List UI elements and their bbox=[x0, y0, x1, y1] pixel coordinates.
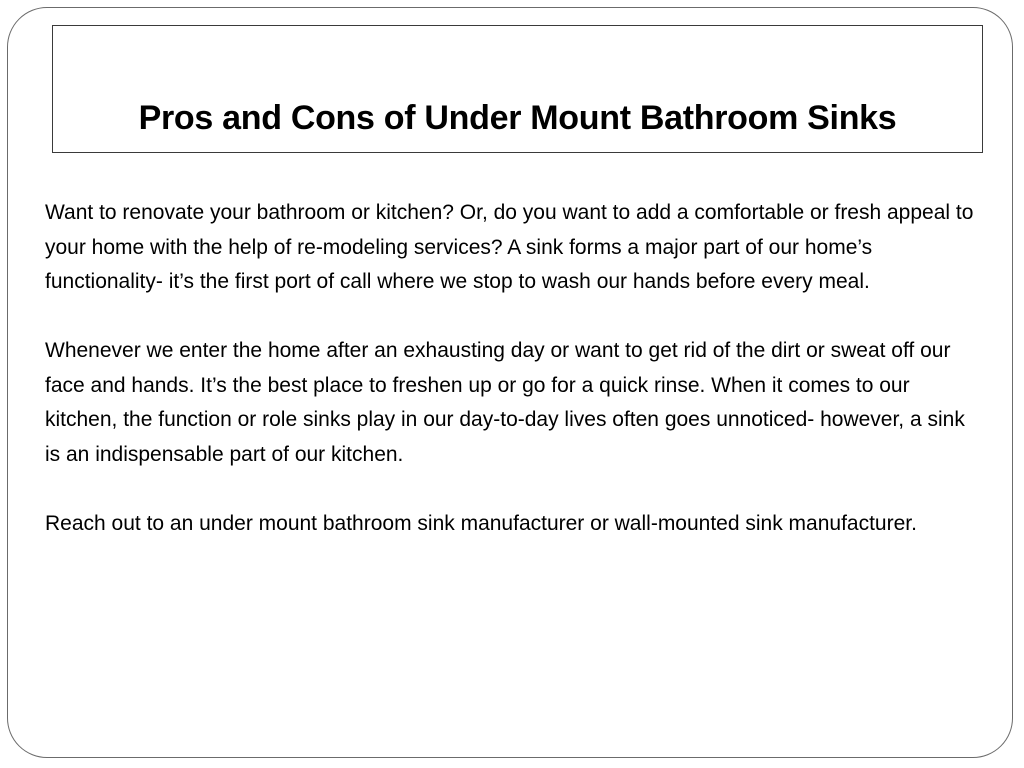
paragraph-call-to-action: Reach out to an under mount bathroom sink manufacturer or wall-mounted sink manufacturer. bbox=[45, 511, 917, 535]
title-box bbox=[52, 25, 983, 153]
paragraph-intro: Want to renovate your bathroom or kitchen? Or, do you want to add a comfortable or fresh appeal to your home with the help of re-modeling services? A sink forms a major part of our home’s functionality- it’s the first port of call where we stop to wash our hands before every meal. bbox=[45, 201, 974, 293]
slide-body bbox=[45, 196, 980, 576]
slide-title: Pros and Cons of Under Mount Bathroom Sinks bbox=[138, 99, 897, 137]
slide bbox=[7, 7, 1013, 758]
paragraph-usage: Whenever we enter the home after an exhausting day or want to get rid of the dirt or sweat off our face and hands. It’s the best place to freshen up or go for a quick rinse. When it comes to our kitchen, the function or role sinks play in our day-to-day lives often goes unnoticed- however, a sink is an indispensable part of our kitchen. bbox=[45, 339, 965, 466]
